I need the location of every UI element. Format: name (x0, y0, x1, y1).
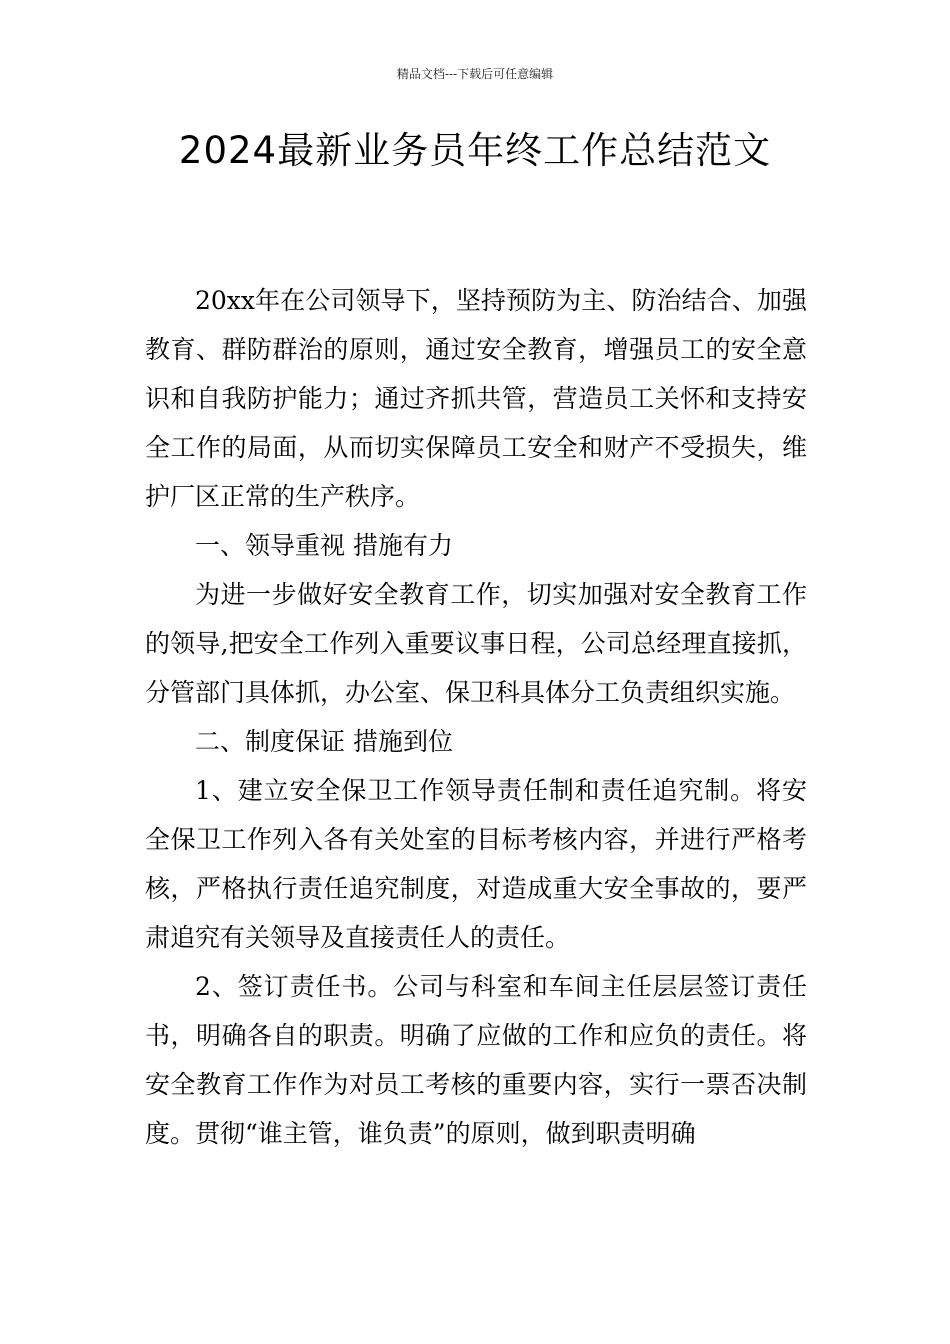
paragraph-section-1: 为进一步做好安全教育工作，切实加强对安全教育工作的领导,把安全工作列入重要议事日程，公司总经理直接抓，分管部门具体抓，办公室、保卫科具体分工负责组织实施。 (145, 580, 807, 707)
header-note: 精品文档---下载后可任意编辑 (396, 67, 554, 81)
paragraph-intro: 20xx年在公司领导下，坚持预防为主、防治结合、加强教育、群防群治的原则，通过安全教育，增强员工的安全意识和自我防护能力；通过齐抓共管，营造员工关怀和支持安全工作的局面，从而切实保障员工安全和财产不受损失，维护厂区正常的生产秩序。 (145, 286, 807, 511)
section-heading-1: 一、领导重视 措施有力 (195, 531, 453, 560)
paragraph-item-1: 1、建立安全保卫工作领导责任制和责任追究制。将安全保卫工作列入各有关处室的目标考核内容，并进行严格考核，严格执行责任追究制度，对造成重大安全事故的，要严肃追究有关领导及直接责任人的责任。 (145, 776, 807, 952)
paragraph-item-2: 2、签订责任书。公司与科室和车间主任层层签订责任书，明确各自的职责。明确了应做的工作和应负的责任。将安全教育工作作为对员工考核的重要内容，实行一票否决制度。贯彻“谁主管，谁负责”的原则，做到职责明确 (145, 972, 807, 1148)
document-title: 2024最新业务员年终工作总结范文 (178, 129, 772, 172)
section-heading-2: 二、制度保证 措施到位 (195, 727, 453, 756)
document-body (145, 276, 807, 1158)
